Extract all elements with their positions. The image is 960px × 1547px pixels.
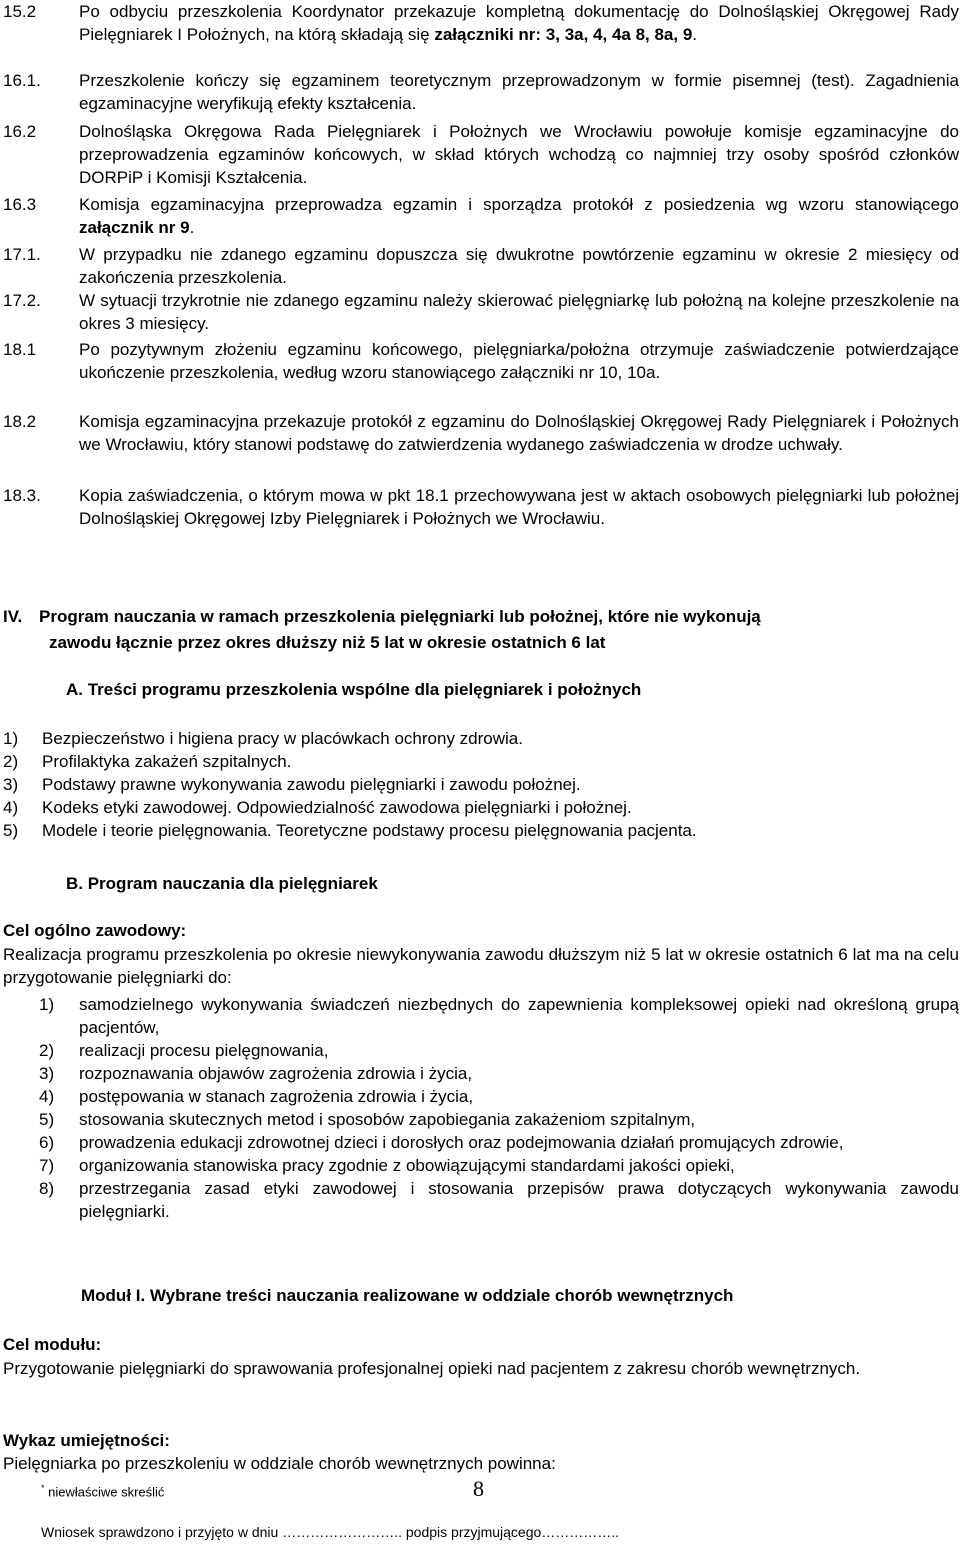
skills-heading: Wykaz umiejętności:: [3, 1431, 170, 1450]
list-item: [3, 1154, 959, 1177]
clause-text-end: .: [189, 218, 195, 237]
clause-18-3: [3, 484, 959, 530]
general-goal-intro: Realizacja programu przeszkolenia po okresie niewykonywania zawodu dłuższym niż 5 lat w okresie ostatnich 6 lat ma na celu przygotowanie pielęgniarki do:: [3, 945, 959, 987]
list-item-text: postępowania w stanach zagrożenia zdrowia i życia,: [79, 1087, 474, 1106]
general-goal-heading: Cel ogólno zawodowy:: [3, 921, 187, 940]
clause-text: Kopia zaświadczenia, o którym mowa w pkt 18.1 przechowywana jest w aktach osobowych pielęgniarki lub położnej Dolnośląskiej Okręgowej Izby Pielęgniarek i Położnych we Wrocławiu.: [79, 486, 959, 528]
list-item: [3, 993, 959, 1039]
list-item-number: 4): [3, 798, 19, 817]
list-item-number: 5): [39, 1110, 55, 1129]
list-item-text: prowadzenia edukacji zdrowotnej dzieci i dorosłych oraz podejmowania działań promujących zdrowie,: [79, 1133, 844, 1152]
clause-text: Przeszkolenie kończy się egzaminem teoretycznym przeprowadzonym w formie pisemnej (test). Zagadnienia egzaminacyjne weryfikują efekty kształcenia.: [79, 71, 959, 113]
clause-text-end: .: [692, 25, 698, 44]
list-item-text: Kodeks etyki zawodowej. Odpowiedzialność zawodowa pielęgniarki i położnej.: [42, 798, 632, 817]
clause-number: 18.1: [3, 340, 37, 359]
clause-number: 17.1.: [3, 245, 41, 264]
list-item-text: realizacji procesu pielęgnowania,: [79, 1041, 329, 1060]
clause-number: 17.2.: [3, 291, 41, 310]
list-item: [3, 727, 959, 750]
module-goal-heading: Cel modułu:: [3, 1335, 102, 1354]
clause-18-2: [3, 410, 959, 456]
list-item-text: organizowania stanowiska pracy zgodnie z obowiązującymi standardami jakości opieki,: [79, 1156, 735, 1175]
footnote-mark: *: [41, 1483, 45, 1493]
list-item-text: przestrzegania zasad etyki zawodowej i stosowania przepisów prawa dotyczących wykonywania zawodu pielęgniarki.: [79, 1179, 959, 1221]
clause-number: 16.2: [3, 122, 37, 141]
page-number: 8: [473, 1476, 484, 1501]
clause-text: W przypadku nie zdanego egzaminu dopuszcza się dwukrotne powtórzenie egzaminu w okresie 2 miesięcy od zakończenia przeszkolenia.: [79, 245, 959, 287]
clause-text: Po odbyciu przeszkolenia Koordynator przekazuje kompletną dokumentację do Dolnośląskiej Okręgowej Rady Pielęgniarek I Położnych, na którą składają się: [79, 2, 959, 44]
list-item-number: 7): [39, 1156, 55, 1175]
part-a-heading: A. Treści programu przeszkolenia wspólne dla pielęgniarek i położnych: [66, 680, 642, 699]
skills-intro: Pielęgniarka po przeszkoleniu w oddziale chorób wewnętrznych powinna:: [3, 1454, 556, 1473]
section-roman-number: IV.: [3, 607, 23, 626]
goal-list: [3, 993, 959, 1223]
clause-bold-text: załącznik nr 9: [79, 218, 190, 237]
list-item-text: Bezpieczeństwo i higiena pracy w placówkach ochrony zdrowia.: [42, 729, 523, 748]
list-item: [3, 1177, 959, 1223]
clause-text: W sytuacji trzykrotnie nie zdanego egzaminu należy skierować pielęgniarkę lub położną na kolejne przeszkolenie na okres 3 miesięcy.: [79, 291, 959, 333]
clause-number: 15.2: [3, 2, 37, 21]
list-item-number: 4): [39, 1087, 55, 1106]
module-heading: Moduł I. Wybrane treści nauczania realizowane w oddziale chorób wewnętrznych: [81, 1286, 734, 1305]
section-iv-heading: [3, 604, 959, 656]
list-item-number: 2): [3, 752, 19, 771]
footer-signature-line: Wniosek sprawdzono i przyjęto w dniu …………………….. podpis przyjmującego……………..: [41, 1524, 620, 1540]
list-item-text: rozpoznawania objawów zagrożenia zdrowia i życia,: [79, 1064, 473, 1083]
clause-18-1: [3, 338, 959, 384]
list-item-text: samodzielnego wykonywania świadczeń niezbędnych do zapewnienia kompleksowej opieki nad określoną grupą pacjentów,: [79, 995, 959, 1037]
clause-text: Komisja egzaminacyjna przeprowadza egzamin i sporządza protokół z posiedzenia wg wzoru stanowiącego: [79, 195, 959, 214]
part-b-heading: B. Program nauczania dla pielęgniarek: [66, 874, 378, 893]
footnote-text: niewłaściwe skreślić: [44, 1484, 165, 1500]
list-item: [3, 796, 959, 819]
module-goal-text: Przygotowanie pielęgniarki do sprawowania profesjonalnej opieki nad pacjentem z zakresu chorób wewnętrznych.: [3, 1359, 861, 1378]
list-item-number: 1): [3, 729, 19, 748]
clause-16-1: [3, 69, 959, 115]
clause-text: Komisja egzaminacyjna przekazuje protokół z egzaminu do Dolnośląskiej Okręgowej Rady Pielęgniarek i Położnych we Wrocławiu, który stanowi podstawę do zatwierdzenia wydanego zaświadczenia w drodze uchwały.: [79, 412, 959, 454]
list-item: [3, 773, 959, 796]
list-item-number: 6): [39, 1133, 55, 1152]
list-item-number: 8): [39, 1179, 55, 1198]
clause-16-3: [3, 193, 959, 239]
clause-17-2: [3, 289, 959, 335]
clause-text: Po pozytywnym złożeniu egzaminu końcowego, pielęgniarka/położna otrzymuje zaświadczenie potwierdzające ukończenie przeszkolenia, według wzoru stanowiącego załączniki nr 10, 10a.: [79, 340, 959, 382]
clause-16-2: [3, 120, 959, 189]
section-title-line-1: Program nauczania w ramach przeszkolenia pielęgniarki lub położnej, które nie wykonują: [39, 607, 761, 626]
list-item: [3, 1108, 959, 1131]
list-item: [3, 1062, 959, 1085]
list-item-number: 3): [39, 1064, 55, 1083]
clause-text: Dolnośląska Okręgowa Rada Pielęgniarek i Położnych we Wrocławiu powołuje komisje egzaminacyjne do przeprowadzenia egzaminów końcowych, w skład których wchodzą co najmniej trzy osoby spośród członków DORPiP i Komisji Kształcenia.: [79, 122, 959, 187]
clause-number: 16.3: [3, 195, 37, 214]
list-item-number: 3): [3, 775, 19, 794]
clause-number: 18.2: [3, 412, 37, 431]
clause-17-1: [3, 243, 959, 289]
list-item: [3, 819, 959, 842]
list-item: [3, 1085, 959, 1108]
clause-number: 16.1.: [3, 71, 41, 90]
list-item-number: 5): [3, 821, 19, 840]
list-item-number: 1): [39, 995, 55, 1014]
list-item-text: Modele i teorie pielęgnowania. Teoretyczne podstawy procesu pielęgnowania pacjenta.: [42, 821, 697, 840]
clause-number: 18.3.: [3, 486, 41, 505]
list-item: [3, 1039, 959, 1062]
list-item: [3, 1131, 959, 1154]
list-item-text: Profilaktyka zakażeń szpitalnych.: [42, 752, 292, 771]
clause-bold-text: załączniki nr: 3, 3a, 4, 4a 8, 8a, 9: [434, 25, 693, 44]
clause-15-2: [3, 0, 959, 46]
list-item: [3, 750, 959, 773]
list-item-number: 2): [39, 1041, 55, 1060]
list-item-text: Podstawy prawne wykonywania zawodu pielęgniarki i zawodu położnej.: [42, 775, 581, 794]
list-item-text: stosowania skutecznych metod i sposobów zapobiegania zakażeniom szpitalnym,: [79, 1110, 696, 1129]
part-a-list: [3, 727, 959, 842]
section-title-line-2: zawodu łącznie przez okres dłuższy niż 5 lat w okresie ostatnich 6 lat: [49, 633, 606, 652]
footnote: [41, 1480, 164, 1500]
